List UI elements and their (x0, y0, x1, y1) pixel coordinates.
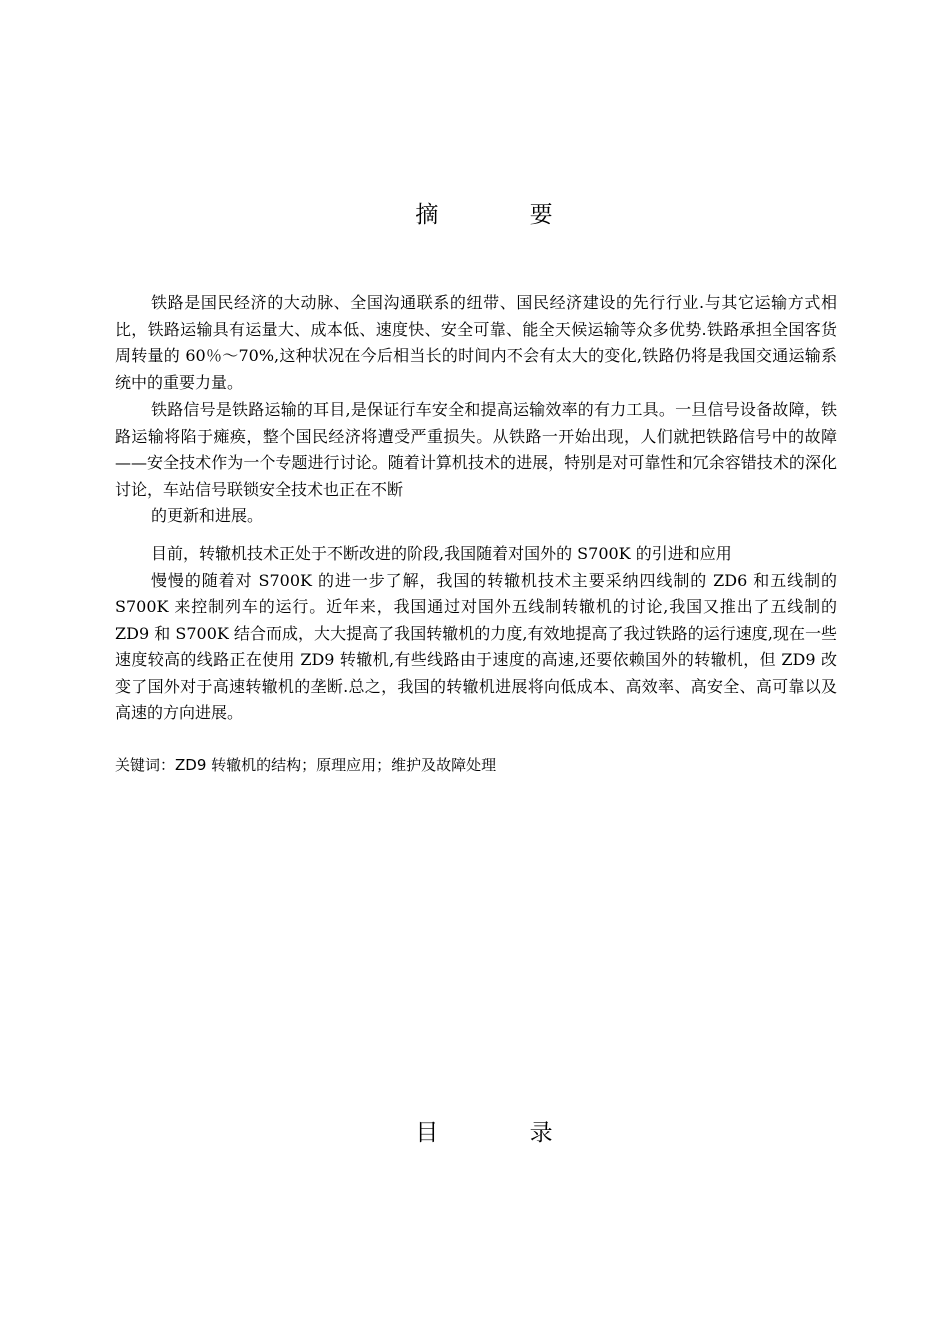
abstract-paragraph-1: 铁路是国民经济的大动脉、全国沟通联系的纽带、国民经济建设的先行行业.与其它运输方式相比，铁路运输具有运量大、成本低、速度快、安全可靠、能全天候运输等众多优势.铁路承担全国客货周转量的 60％～70%,这种状况在今后相当长的时间内不会有太大的变化,铁路仍将是我国交通运输系统中的重要力量。 (115, 293, 837, 392)
toc-title: 目 录 (415, 1120, 595, 1146)
abstract-paragraph-group-1 (115, 290, 837, 396)
abstract-keywords: 关键词：ZD9 转辙机的结构；原理应用；维护及故障处理 (115, 756, 497, 774)
abstract-paragraph-group-3 (115, 541, 837, 727)
abstract-title: 摘 要 (415, 202, 595, 228)
abstract-paragraph-3: 的更新和进展。 (151, 506, 264, 525)
abstract-paragraph-group-2 (115, 397, 837, 530)
abstract-paragraph-5: 慢慢的随着对 S700K 的进一步了解，我国的转辙机技术主要采纳四线制的 ZD6 和五线制的 S700K 来控制列车的运行。近年来，我国通过对国外五线制转辙机的讨论,我国又推出了五线制的 ZD9 和 S700K 结合而成，大大提高了我国转辙机的力度,有效地提高了我过铁路的运行速度,现在一些速度较高的线路正在使用 ZD9 转辙机,有些线路由于速度的高速,还要依赖国外的转辙机，但 ZD9 改变了国外对于高速转辙机的垄断.总之，我国的转辙机进展将向低成本、高效率、高安全、高可靠以及高速的方向进展。 (115, 570, 837, 722)
abstract-paragraph-2: 铁路信号是铁路运输的耳目,是保证行车安全和提高运输效率的有力工具。一旦信号设备故障，铁路运输将陷于瘫痪，整个国民经济将遭受严重损失。从铁路一开始出现，人们就把铁路信号中的故障——安全技术作为一个专题进行讨论。随着计算机技术的进展，特别是对可靠性和冗余容错技术的深化讨论，车站信号联锁安全技术也正在不断 (115, 400, 837, 499)
abstract-paragraph-4: 目前，转辙机技术正处于不断改进的阶段,我国随着对国外的 S700K 的引进和应用 (151, 544, 732, 563)
